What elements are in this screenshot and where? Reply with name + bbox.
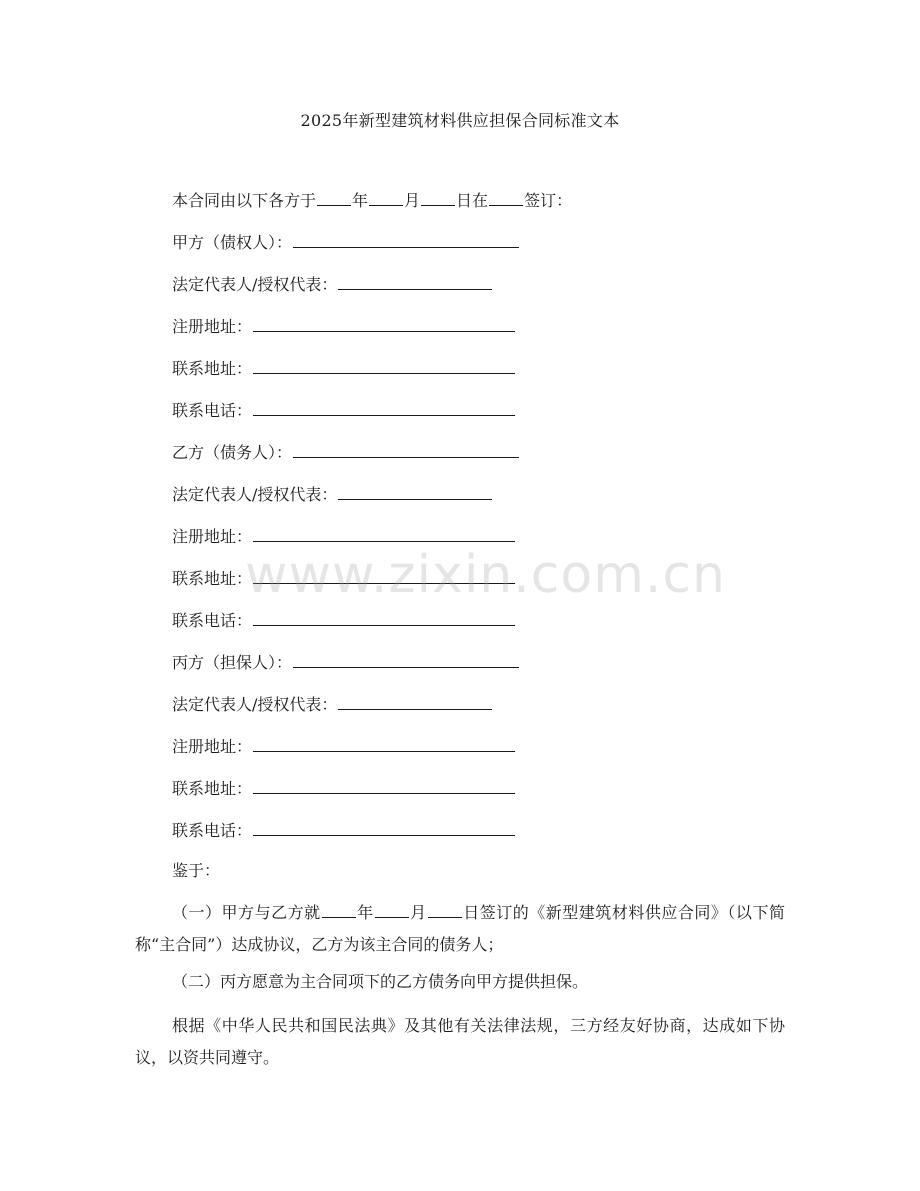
clause-1 <box>135 897 785 961</box>
party-a-rep-label: 法定代表人/授权代表： <box>172 275 338 294</box>
whereas-label: 鉴于： <box>172 861 221 880</box>
clause-1-prefix: （一）甲方与乙方就 <box>172 903 321 922</box>
party-a-reg-line <box>172 315 516 338</box>
party-a-phone-label: 联系电话： <box>172 401 253 420</box>
party-b-name-blank[interactable] <box>293 441 519 458</box>
party-b-phone-line <box>172 609 516 632</box>
party-a-heading: 甲方（债权人）： <box>172 233 293 252</box>
party-c-rep-line <box>172 693 493 716</box>
day-blank[interactable] <box>421 189 455 206</box>
party-b-reg-line <box>172 525 516 548</box>
clause-1-year-label: 年 <box>356 903 374 922</box>
party-a-name-blank[interactable] <box>293 231 519 248</box>
intro-day-label: 日在 <box>456 191 489 210</box>
party-c-contact-blank[interactable] <box>253 777 515 794</box>
party-c-name-blank[interactable] <box>293 651 519 668</box>
party-b-contact-label: 联系地址： <box>172 569 253 588</box>
party-c-contact-line <box>172 777 516 800</box>
closing-paragraph: 根据《中华人民共和国民法典》及其他有关法律法规，三方经友好协商，达成如下协议，以资共同遵守。 <box>135 1016 785 1067</box>
party-c-phone-label: 联系电话： <box>172 821 253 840</box>
party-b-phone-label: 联系电话： <box>172 611 253 630</box>
party-a-phone-line <box>172 399 516 422</box>
intro-prefix: 本合同由以下各方于 <box>172 191 317 210</box>
intro-month-label: 月 <box>404 191 421 210</box>
watermark: www.zixin.com.cn <box>245 545 726 605</box>
party-b-rep-line <box>172 483 493 506</box>
party-a-phone-blank[interactable] <box>253 399 515 416</box>
party-c-reg-blank[interactable] <box>253 735 515 752</box>
party-b-reg-blank[interactable] <box>253 525 515 542</box>
party-c-rep-label: 法定代表人/授权代表： <box>172 695 338 714</box>
clause-1-year-blank[interactable] <box>322 901 356 918</box>
party-b-contact-blank[interactable] <box>253 567 515 584</box>
clause-1-day-blank[interactable] <box>428 901 462 918</box>
clause-1-month-blank[interactable] <box>375 901 409 918</box>
party-c-phone-blank[interactable] <box>253 819 515 836</box>
party-c-heading-line <box>172 651 520 674</box>
intro-year-label: 年 <box>352 191 369 210</box>
party-a-rep-line <box>172 273 493 296</box>
party-a-reg-blank[interactable] <box>253 315 515 332</box>
place-blank[interactable] <box>489 189 523 206</box>
party-c-reg-label: 注册地址： <box>172 737 253 756</box>
party-b-rep-label: 法定代表人/授权代表： <box>172 485 338 504</box>
party-a-contact-line <box>172 357 516 380</box>
clause-1-rest: 日签订的《新型建筑材料供应合同》（以下简称“主合同”）达成协议，乙方为该主合同的债务人； <box>135 903 785 954</box>
party-a-contact-label: 联系地址： <box>172 359 253 378</box>
party-c-rep-blank[interactable] <box>338 693 492 710</box>
party-c-reg-line <box>172 735 516 758</box>
party-b-heading-line <box>172 441 520 464</box>
intro-line <box>172 189 572 212</box>
clause-2: （二）丙方愿意为主合同项下的乙方债务向甲方提供担保。 <box>172 972 589 991</box>
clause-1-month-label: 月 <box>409 903 427 922</box>
party-b-contact-line <box>172 567 516 590</box>
party-a-rep-blank[interactable] <box>338 273 492 290</box>
party-a-contact-blank[interactable] <box>253 357 515 374</box>
party-b-reg-label: 注册地址： <box>172 527 253 546</box>
party-c-contact-label: 联系地址： <box>172 779 253 798</box>
party-c-heading: 丙方（担保人）： <box>172 653 293 672</box>
document-title: 2025年新型建筑材料供应担保合同标准文本 <box>300 111 620 130</box>
month-blank[interactable] <box>369 189 403 206</box>
intro-suffix: 签订： <box>524 191 573 210</box>
party-a-reg-label: 注册地址： <box>172 317 253 336</box>
party-a-heading-line <box>172 231 520 254</box>
party-b-rep-blank[interactable] <box>338 483 492 500</box>
party-b-heading: 乙方（债务人）： <box>172 443 293 462</box>
party-c-phone-line <box>172 819 516 842</box>
year-blank[interactable] <box>317 189 351 206</box>
party-b-phone-blank[interactable] <box>253 609 515 626</box>
